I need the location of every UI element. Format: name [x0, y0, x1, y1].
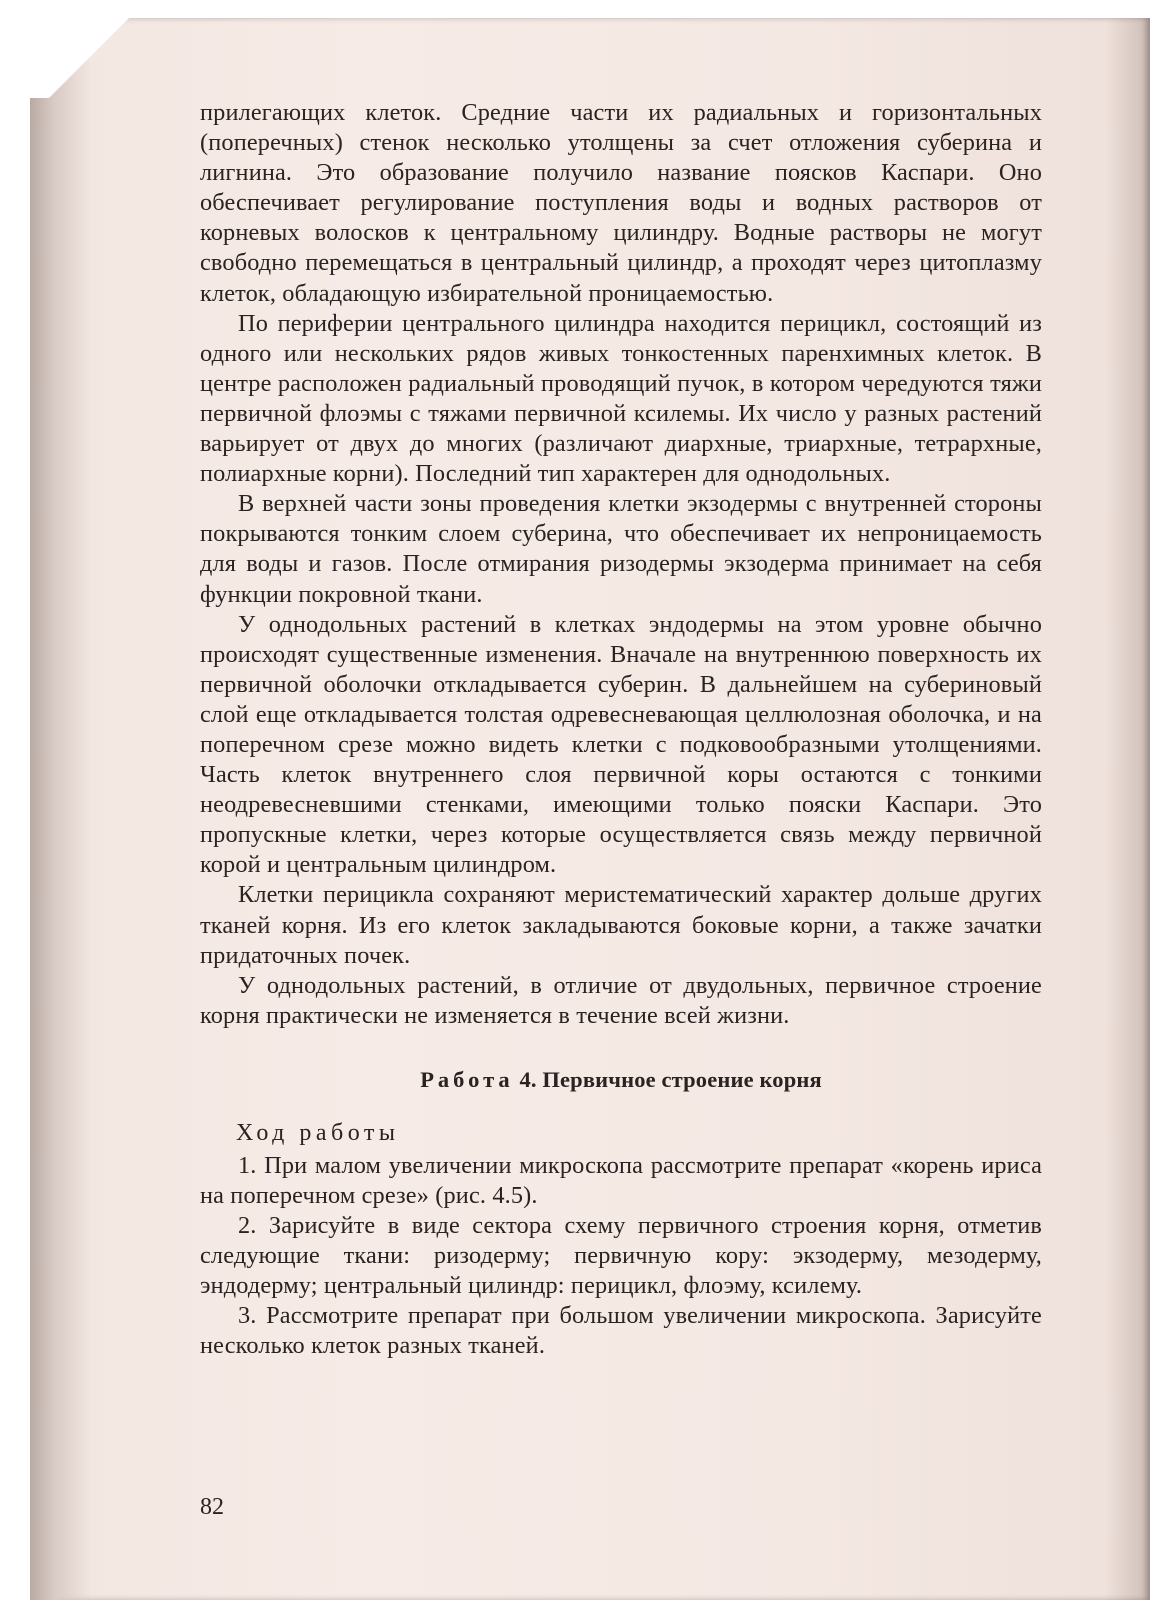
body-paragraph-4: У однодольных растений в клетках эндодермы на этом уровне обычно происходят существенные изменения. Вначале на внутреннюю поверхность их первичной оболочки откладывается суберин. В дальнейшем на субериновый слой еще откладывается толстая одревесневающая целлюлозная оболочка, и на поперечном срезе можно видеть клетки с подковообразными утолщениями. Часть клеток внутреннего слоя первичной коры остаются с тонкими неодревесневшими стенками, имеющими только пояски Каспари. Это пропускные клетки, через которые осуществляется связь между первичной корой и центральным цилиндром. — [200, 610, 1042, 879]
procedure-step-3: 3. Рассмотрите препарат при большом увеличении микроскопа. Зарисуйте несколько клеток разных тканей. — [200, 1302, 1042, 1360]
body-paragraph-1: прилегающих клеток. Средние части их радиальных и горизонтальных (поперечных) стенок несколько утолщены за счет отложения суберина и лигнина. Это образование получило название поясков Каспари. Оно обеспечивает регулирование поступления воды и водных растворов от корневых волосков к центральному цилиндру. Водные растворы не могут свободно перемещаться в центральный цилиндр, а проходят через цитоплазму клеток, обладающую избирательной проницаемостью. — [200, 99, 1042, 307]
section-title-prefix: Работа — [420, 1066, 514, 1092]
body-paragraph-2: По периферии центрального цилиндра находится перицикл, состоящий из одного или нескольких рядов живых тонкостенных паренхимных клеток. В центре расположен радиальный проводящий пучок, в котором чередуются тяжи первичной флоэмы с тяжами первичной ксилемы. Их число у разных растений варьирует от двух до многих (различают диархные, триархные, тетрархные, полиархные корни). Последний тип характерен для однодольных. — [200, 309, 1042, 488]
procedure-step-2: 2. Зарисуйте в виде сектора схему первичного строения корня, отметив следующие ткани: ризодерму; первичную кору: экзодерму, мезодерму, эндодерму; центральный цилиндр: перицикл, флоэму, ксилему. — [200, 1212, 1042, 1300]
body-paragraph-3: В верхней части зоны проведения клетки экзодермы с внутренней стороны покрываются тонким слоем суберина, что обеспечивает их непроницаемость для воды и газов. После отмирания ризодермы экзодерма принимает на себя функции покровной ткани. — [200, 490, 1042, 608]
page-number: 82 — [200, 1494, 224, 1520]
section-title-rest: 4. Первичное строение корня — [513, 1066, 822, 1092]
page-text-column — [200, 98, 1042, 1362]
folded-page-corner — [30, 18, 150, 98]
section-title — [200, 1065, 1042, 1095]
procedure-step-1: 1. При малом увеличении микроскопа рассмотрите препарат «корень ириса на поперечном срезе» (рис. 4.5). — [200, 1151, 1042, 1209]
body-paragraph-6: У однодольных растений, в отличие от двудольных, первичное строение корня практически не изменяется в течение всей жизни. — [200, 971, 1042, 1029]
procedure-subheading: Ход работы — [236, 1119, 400, 1146]
body-paragraph-5: Клетки перицикла сохраняют меристематический характер дольше других тканей корня. Из его клеток закладываются боковые корни, а также зачатки придаточных почек. — [200, 881, 1042, 969]
